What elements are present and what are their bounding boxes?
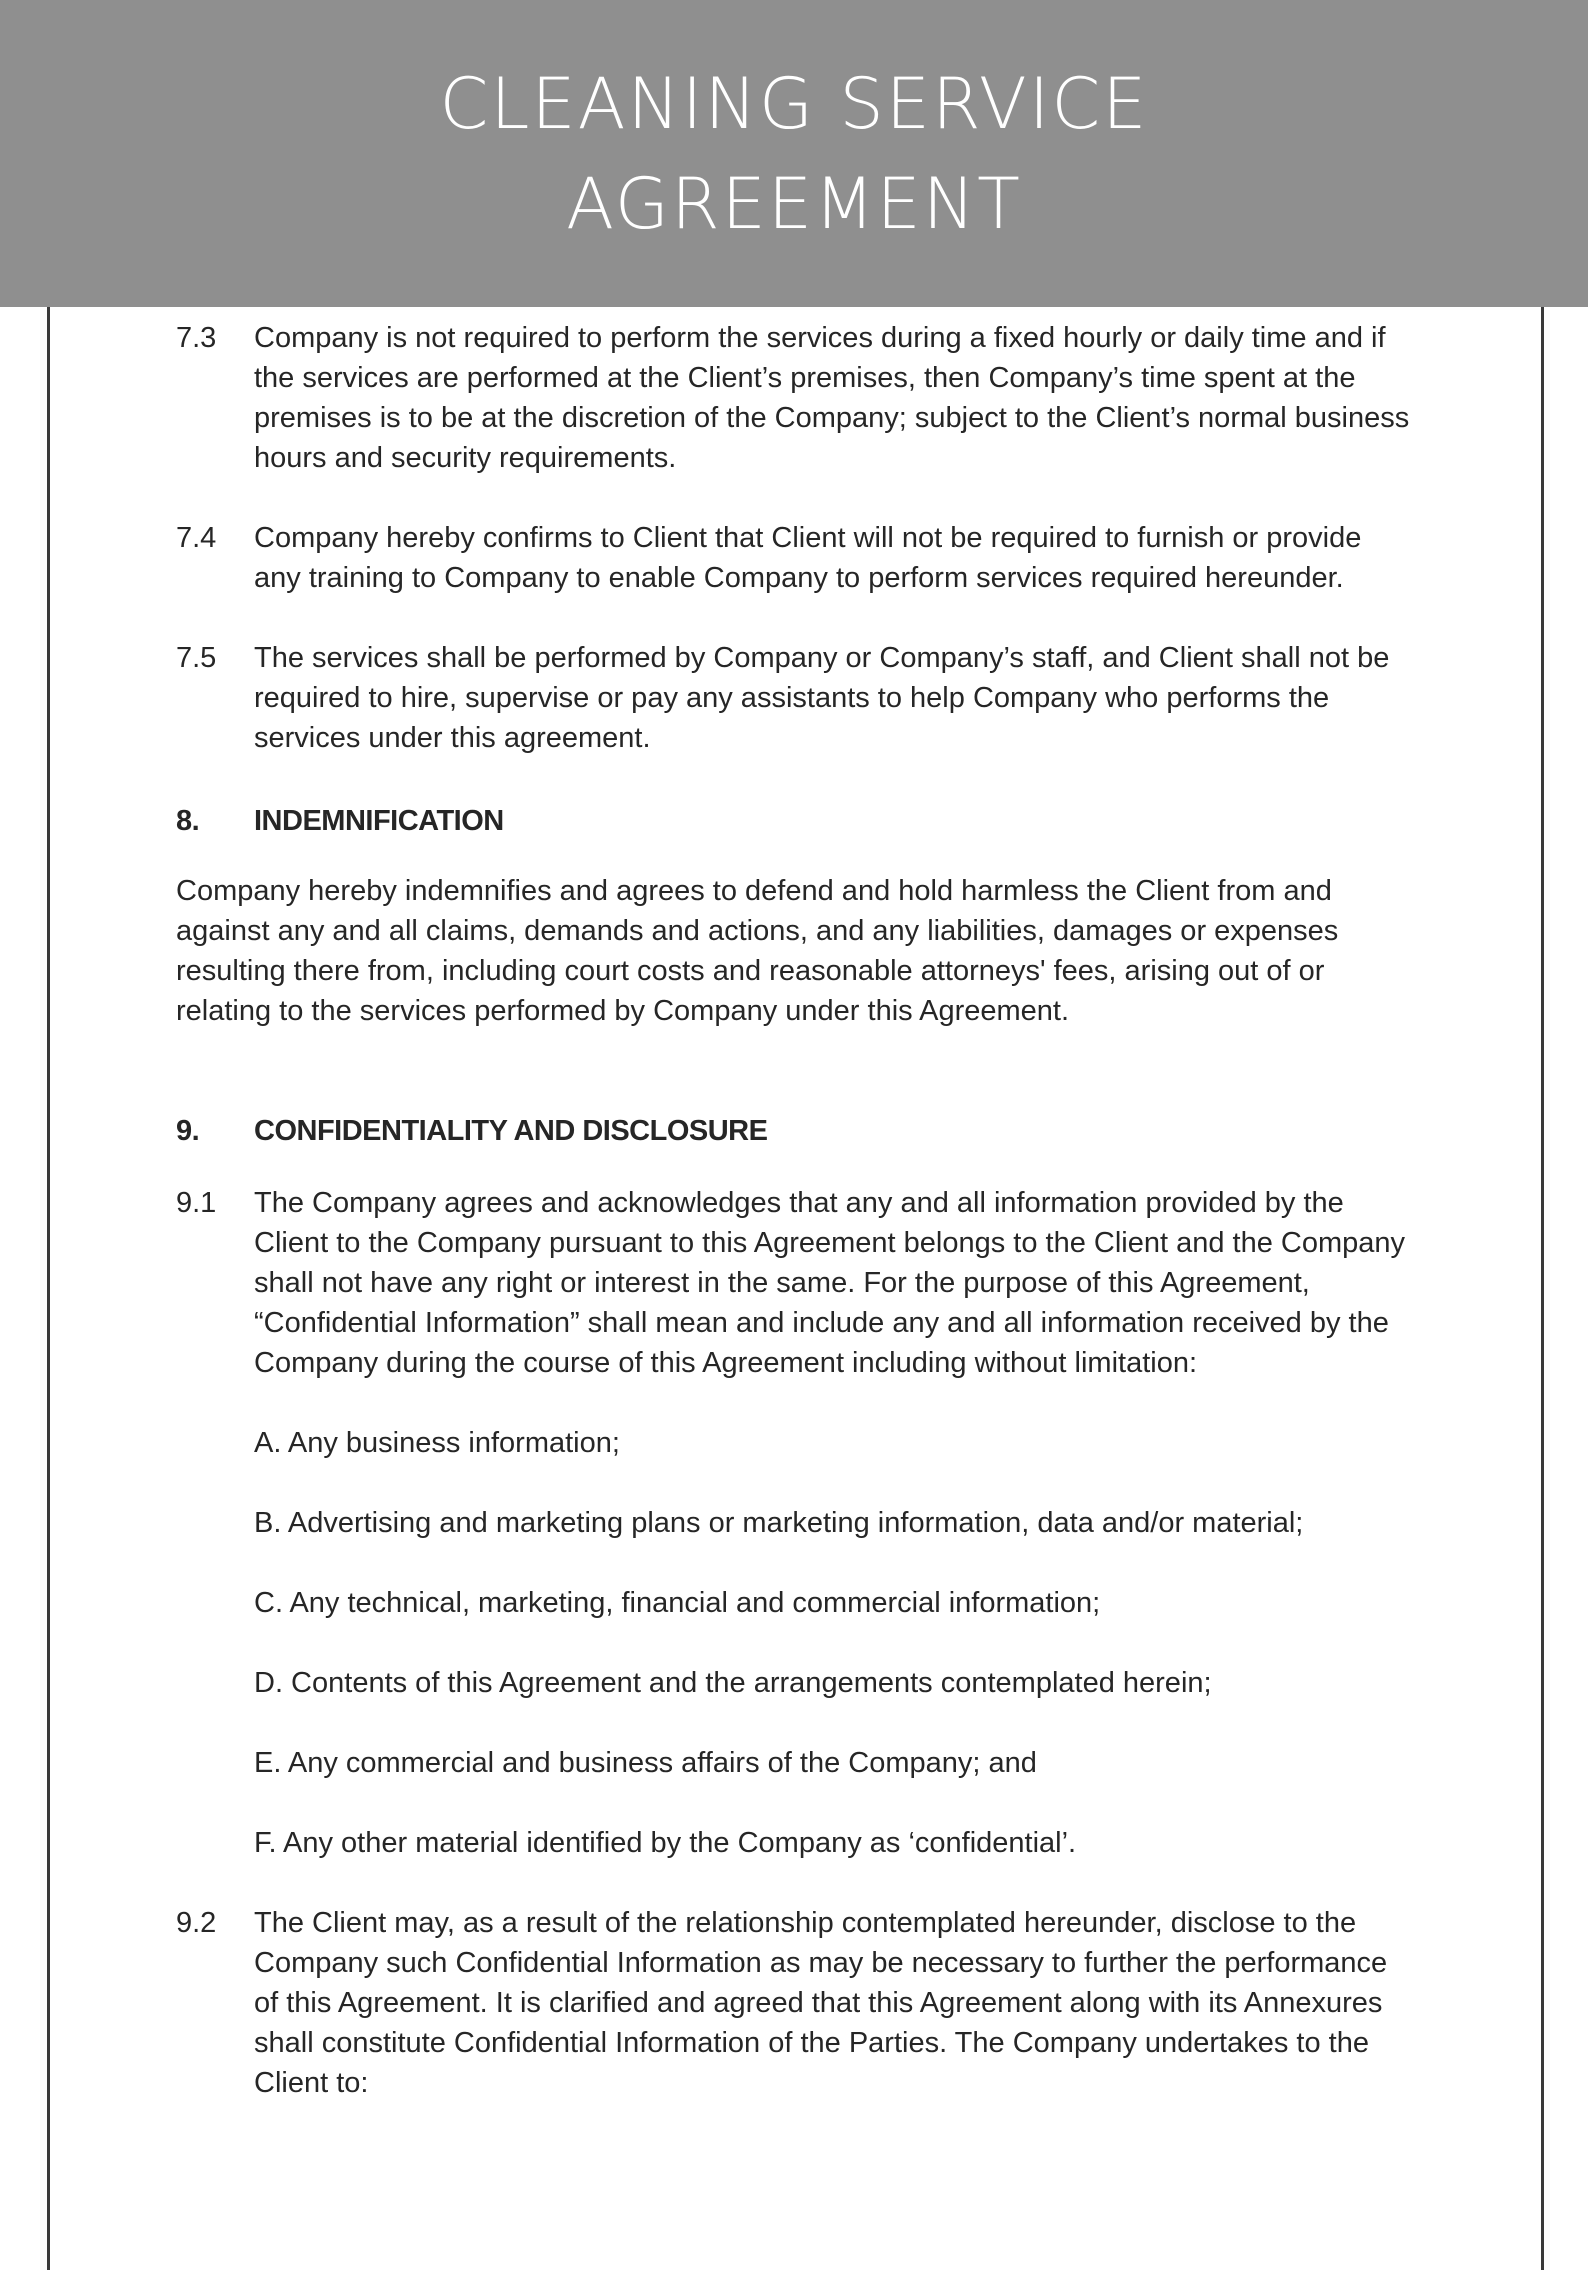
confidential-list-item-b: B. Advertising and marketing plans or marketing information, data and/or material; xyxy=(254,1507,1304,1539)
confidential-list-item-f: F. Any other material identified by the Company as ‘confidential’. xyxy=(254,1827,1077,1859)
clause-9-2 xyxy=(176,1903,1416,2103)
clause-number: 7.4 xyxy=(176,522,217,554)
indemnification-paragraph: Company hereby indemnifies and agrees to defend and hold harmless the Client from and against any and all claims, demands and actions, and any liabilities, damages or expenses resulting there from, including court costs and reasonable attorneys' fees, arising out of or relating to the services performed by Company under this Agreement. xyxy=(176,875,1339,1027)
clause-text: The Company agrees and acknowledges that any and all information provided by the Client to the Company pursuant to this Agreement belongs to the Client and the Company shall not have any right or interest in the same. For the purpose of this Agreement, “Confidential Information” shall mean and include any and all information received by the Company during the course of this Agreement including without limitation: xyxy=(254,1187,1406,1379)
clause-text: Company is not required to perform the services during a fixed hourly or daily time and if the services are performed at the Client’s premises, then Company’s time spent at the premises is to be at the discretion of the Company; subject to the Client’s normal business hours and security requirements. xyxy=(254,322,1410,474)
confidential-list-item-a: A. Any business information; xyxy=(254,1427,620,1459)
confidential-list-item-e: E. Any commercial and business affairs of the Company; and xyxy=(254,1747,1037,1779)
section-heading-9 xyxy=(176,1111,1416,1151)
clause-9-1 xyxy=(176,1183,1416,1383)
clause-7-5 xyxy=(176,638,1416,758)
section-number: 9. xyxy=(176,1115,200,1147)
clause-text: Company hereby confirms to Client that Client will not be required to furnish or provide any training to Company to enable Company to perform services required hereunder. xyxy=(254,522,1362,594)
clause-number: 9.1 xyxy=(176,1187,217,1219)
clause-number: 7.5 xyxy=(176,642,217,674)
document-title-line-1: CLEANING SERVICE xyxy=(439,62,1149,145)
document-title-line-2: AGREEMENT xyxy=(566,162,1022,245)
document-body xyxy=(176,318,1416,2103)
title-banner xyxy=(0,0,1588,307)
clause-text: The services shall be performed by Company or Company’s staff, and Client shall not be required to hire, supervise or pay any assistants to help Company who performs the services under this agreement. xyxy=(254,642,1390,754)
section-title: INDEMNIFICATION xyxy=(254,805,504,837)
clause-7-3 xyxy=(176,318,1416,478)
confidential-list-item-c: C. Any technical, marketing, financial and commercial information; xyxy=(254,1587,1101,1619)
clause-text: The Client may, as a result of the relationship contemplated hereunder, disclose to the Company such Confidential Information as may be necessary to further the performance of this Agreement. It is clarified and agreed that this Agreement along with its Annexures shall constitute Confidential Information of the Parties. The Company undertakes to the Client to: xyxy=(254,1907,1388,2099)
clause-number: 7.3 xyxy=(176,322,217,354)
clause-number: 9.2 xyxy=(176,1907,217,1939)
section-number: 8. xyxy=(176,805,200,837)
section-title: CONFIDENTIALITY AND DISCLOSURE xyxy=(254,1115,768,1147)
clause-7-4 xyxy=(176,518,1416,598)
confidential-list-item-d: D. Contents of this Agreement and the arrangements contemplated herein; xyxy=(254,1667,1212,1699)
section-heading-8 xyxy=(176,801,1416,841)
